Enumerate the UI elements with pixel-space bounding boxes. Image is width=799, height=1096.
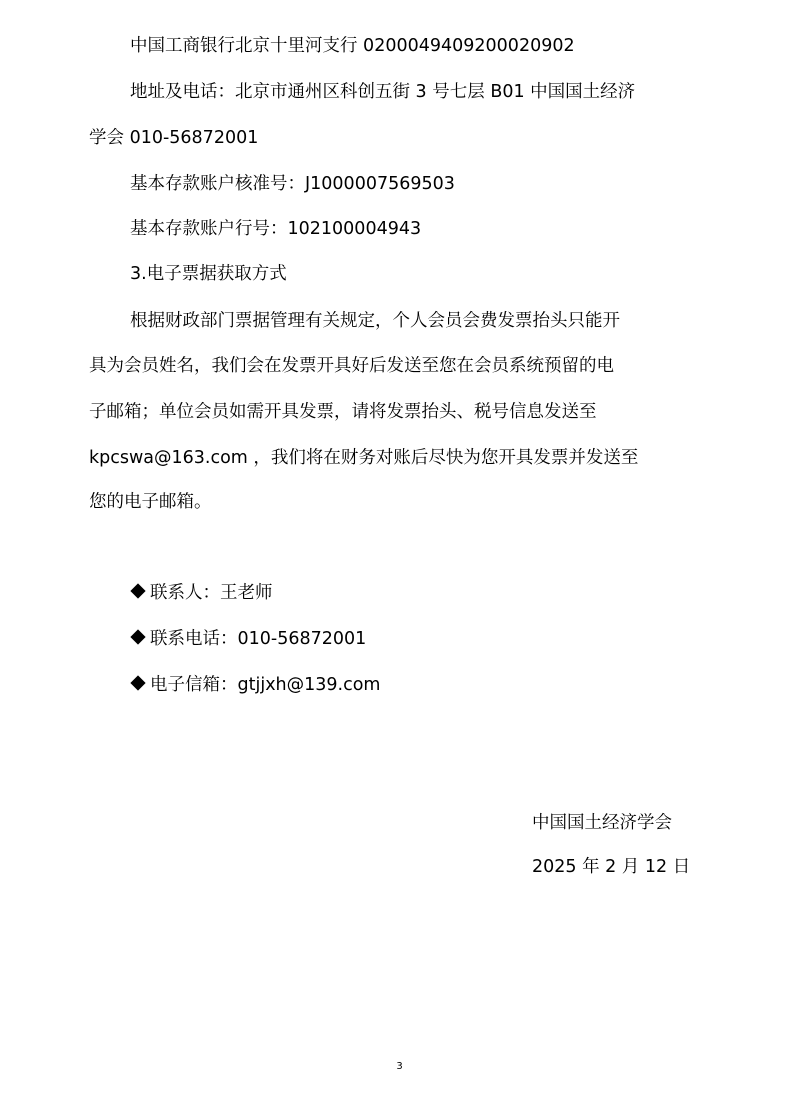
contact-phone-text: 联系电话：010-56872001 [150,629,367,649]
page-number: 3 [396,1061,403,1072]
section-heading: 3.电子票据获取方式 [130,264,287,284]
address-phone-line-continued: 学会 010-56872001 [89,128,259,148]
contact-email-item [130,673,380,697]
paragraph-line: 子邮箱；单位会员如需开具发票，请将发票抬头、税号信息发送至 [89,402,597,422]
signature-date: 2025 年 2 月 12 日 [532,857,691,877]
diamond-bullet-icon [130,629,145,644]
signature-organization: 中国国土经济学会 [532,813,672,833]
contact-phone-item [130,627,366,651]
diamond-bullet-icon [130,583,145,598]
contact-email-text: 电子信箱：gtjjxh@139.com [150,675,381,695]
contact-person-text: 联系人：王老师 [150,583,273,603]
contact-person-item [130,581,273,605]
bank-account-line: 中国工商银行北京十里河支行 0200049409200020902 [130,36,575,56]
bank-code-line: 基本存款账户行号：102100004943 [130,219,422,239]
diamond-bullet-icon [130,675,145,690]
address-phone-line: 地址及电话：北京市通州区科创五街 3 号七层 B01 中国国土经济 [130,82,636,102]
paragraph-line: kpcswa@163.com ，我们将在财务对账后尽快为您开具发票并发送至 [89,448,639,468]
paragraph-line: 根据财政部门票据管理有关规定，个人会员会费发票抬头只能开 [130,311,620,331]
approval-number-line: 基本存款账户核准号：J1000007569503 [130,174,455,194]
paragraph-line: 具为会员姓名，我们会在发票开具好后发送至您在会员系统预留的电 [89,356,614,376]
paragraph-line: 您的电子邮箱。 [89,492,212,512]
